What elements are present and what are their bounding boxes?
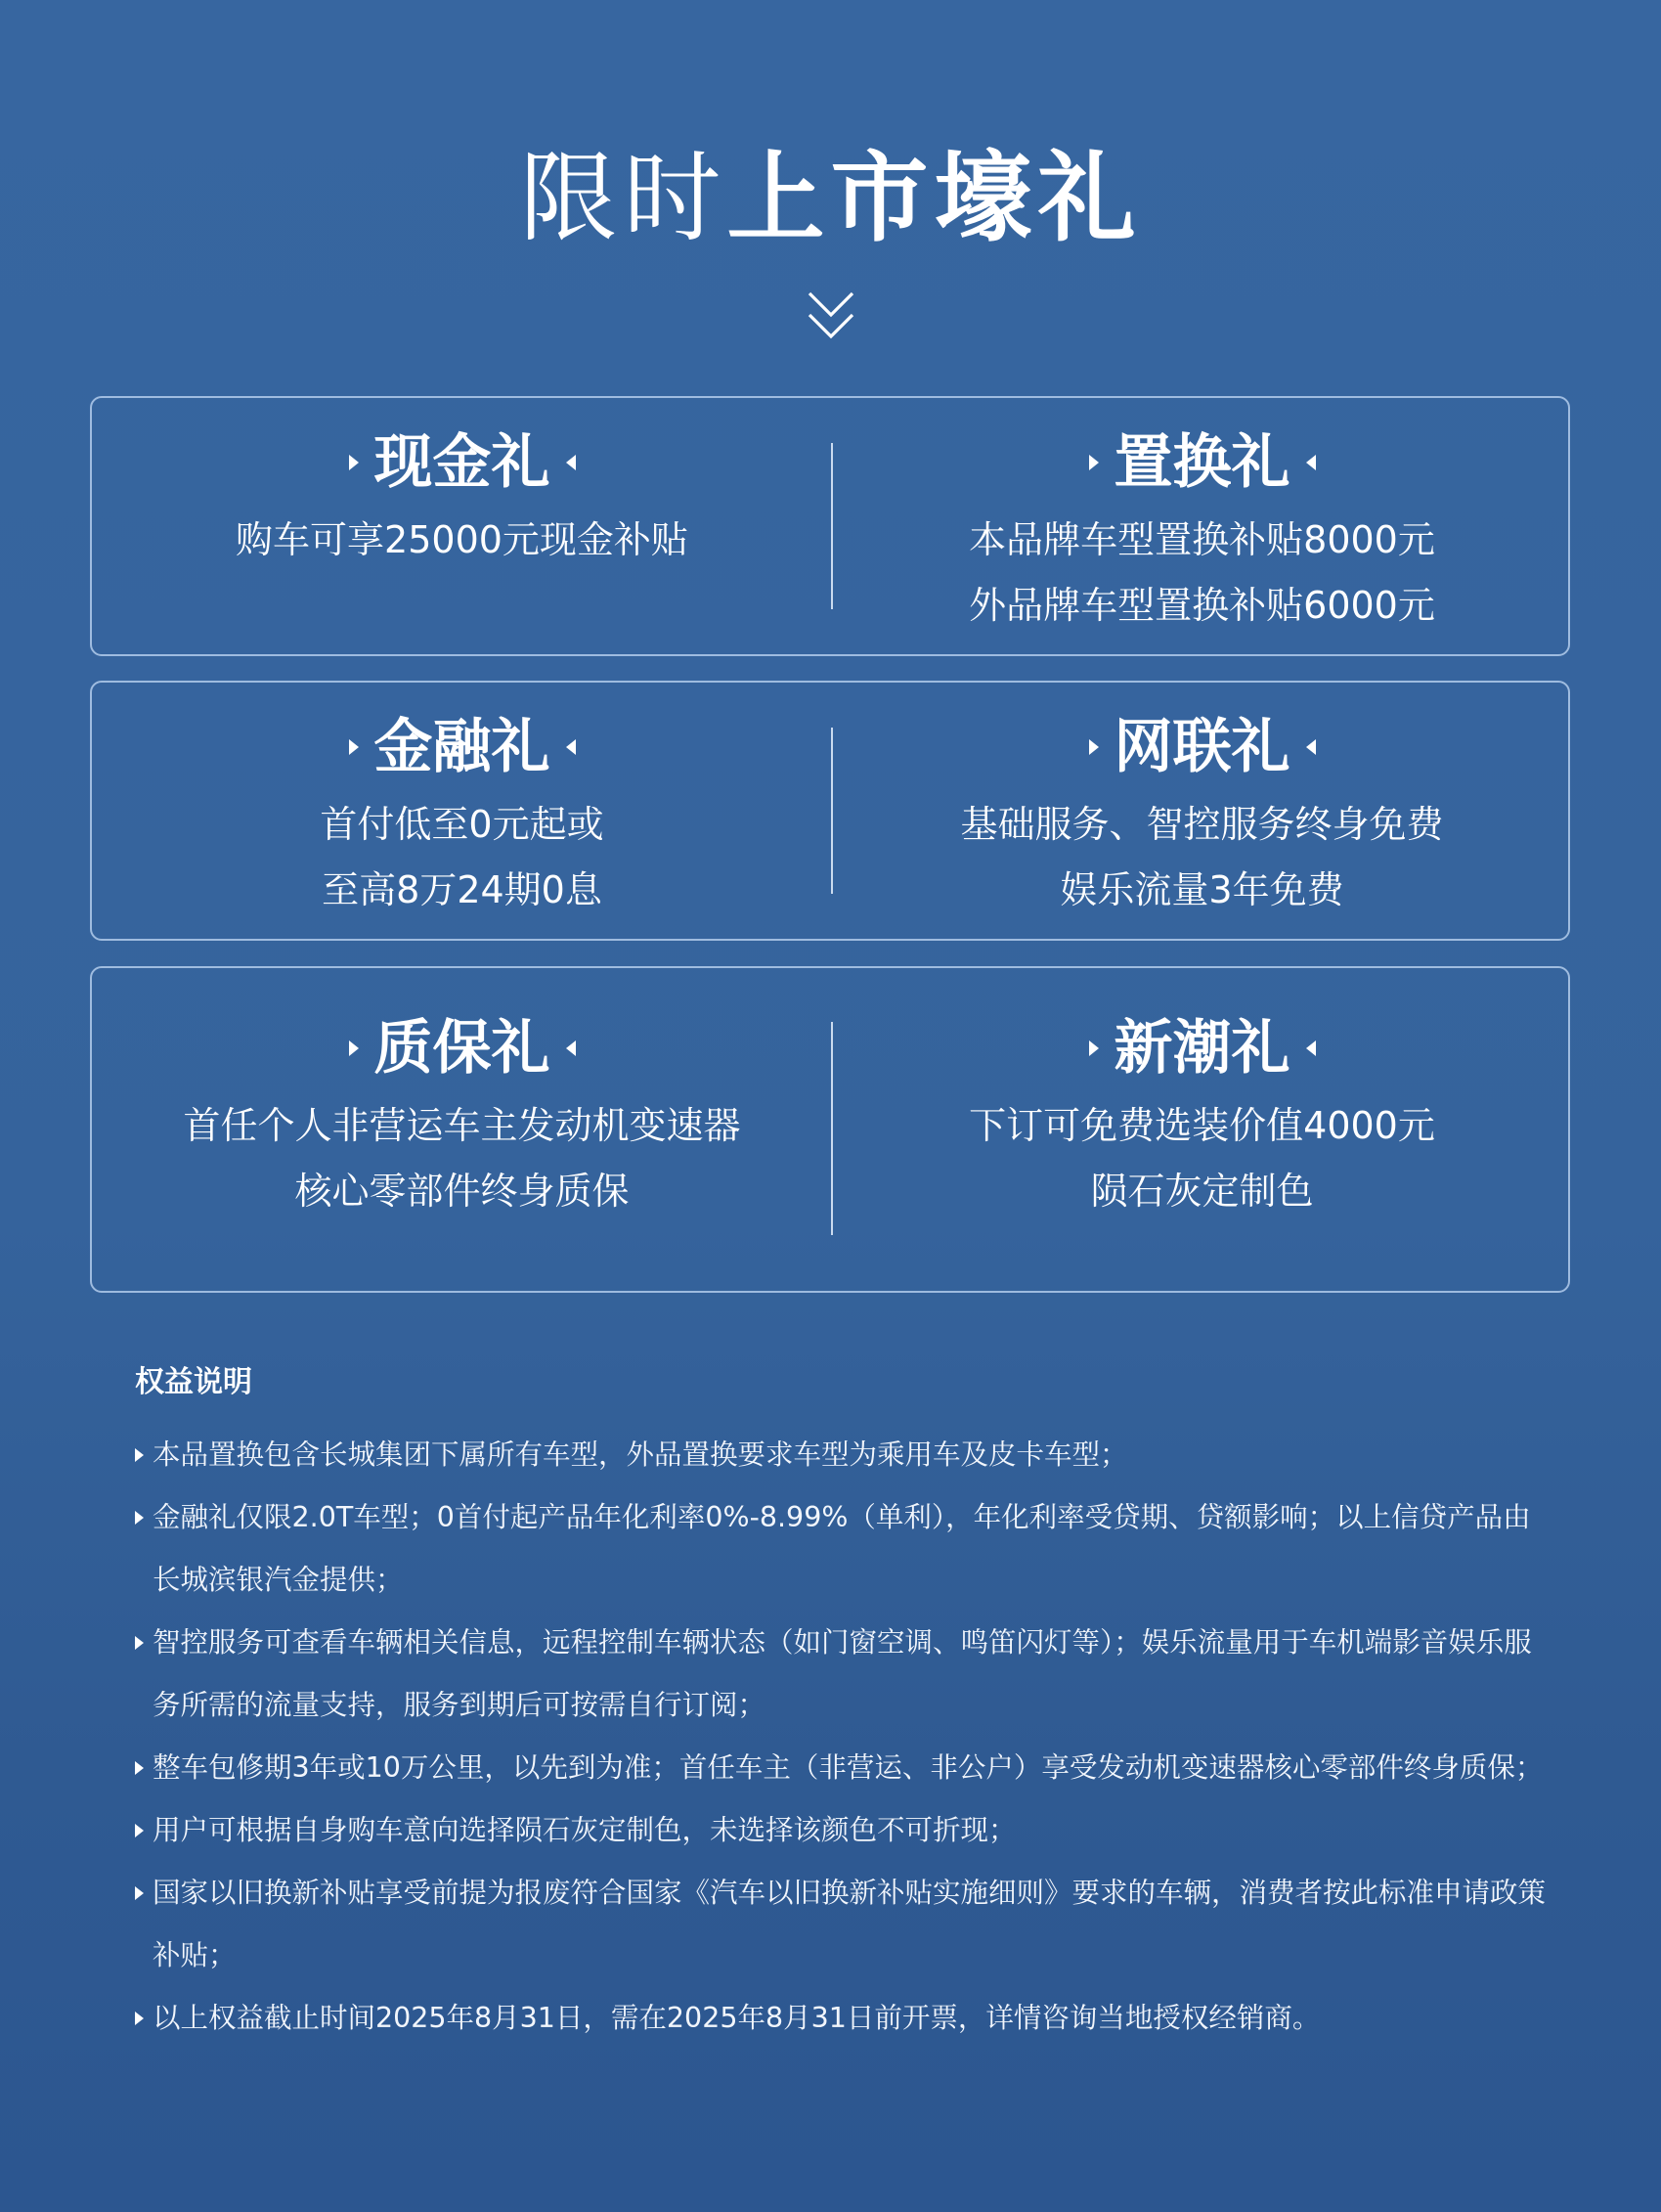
gift-line: 下订可免费选装价值4000元 bbox=[969, 1104, 1435, 1147]
gift-panel-2 bbox=[90, 681, 1570, 941]
gift-finance bbox=[92, 683, 832, 923]
gift-connectivity bbox=[832, 683, 1572, 923]
triangle-right-icon bbox=[1089, 1040, 1099, 1056]
triangle-left-icon bbox=[566, 1040, 576, 1056]
gift-line: 至高8万24期0息 bbox=[322, 868, 602, 911]
gift-panel-3 bbox=[90, 966, 1570, 1293]
gift-description bbox=[832, 508, 1572, 639]
gift-title: 金融礼 bbox=[373, 713, 550, 781]
gift-line: 娱乐流量3年免费 bbox=[1060, 868, 1344, 911]
triangle-left-icon bbox=[566, 455, 576, 470]
gift-description bbox=[92, 508, 832, 573]
gift-title: 新潮礼 bbox=[1114, 1014, 1290, 1083]
gift-line: 核心零部件终身质保 bbox=[294, 1170, 630, 1213]
double-chevron-down-icon bbox=[807, 289, 855, 344]
triangle-left-icon bbox=[1306, 739, 1316, 755]
gift-panel-1 bbox=[90, 396, 1570, 656]
rules-title: 权益说明 bbox=[135, 1365, 252, 1399]
gift-line: 本品牌车型置换补贴8000元 bbox=[969, 518, 1435, 561]
rule-item: 本品置换包含长城集团下属所有车型，外品置换要求车型为乘用车及皮卡车型； bbox=[135, 1424, 1552, 1486]
title-light: 限时 bbox=[519, 141, 727, 255]
triangle-right-icon bbox=[1089, 455, 1099, 470]
gift-line: 首付低至0元起或 bbox=[320, 803, 604, 846]
rule-item: 国家以旧换新补贴享受前提为报废符合国家《汽车以旧换新补贴实施细则》要求的车辆，消费者按此标准申请政策补贴； bbox=[135, 1862, 1552, 1987]
page-title bbox=[0, 135, 1661, 262]
gift-line: 陨石灰定制色 bbox=[1090, 1170, 1314, 1213]
rule-item: 智控服务可查看车辆相关信息，远程控制车辆状态（如门窗空调、鸣笛闪灯等）；娱乐流量用于车机端影音娱乐服务所需的流量支持，服务到期后可按需自行订阅； bbox=[135, 1612, 1552, 1737]
triangle-left-icon bbox=[566, 739, 576, 755]
gift-description bbox=[92, 792, 832, 923]
rule-item: 金融礼仅限2.0T车型；0首付起产品年化利率0%-8.99%（单利），年化利率受贷期、贷额影响；以上信贷产品由长城滨银汽金提供； bbox=[135, 1486, 1552, 1612]
gift-description bbox=[832, 1093, 1572, 1224]
gift-description bbox=[832, 792, 1572, 923]
gift-line: 购车可享25000元现金补贴 bbox=[236, 518, 688, 561]
gift-warranty bbox=[92, 968, 832, 1224]
rule-item: 用户可根据自身购车意向选择陨石灰定制色，未选择该颜色不可折现； bbox=[135, 1799, 1552, 1862]
gift-title: 网联礼 bbox=[1114, 713, 1290, 781]
triangle-left-icon bbox=[1306, 1040, 1316, 1056]
gift-description bbox=[92, 1093, 832, 1224]
triangle-left-icon bbox=[1306, 455, 1316, 470]
gift-line: 外品牌车型置换补贴6000元 bbox=[969, 584, 1435, 627]
triangle-right-icon bbox=[349, 1040, 359, 1056]
title-bold: 上市壕礼 bbox=[726, 141, 1142, 255]
triangle-right-icon bbox=[349, 739, 359, 755]
gift-title: 置换礼 bbox=[1114, 428, 1290, 497]
gift-title: 质保礼 bbox=[373, 1014, 550, 1083]
rules-list bbox=[135, 1424, 1552, 2050]
gift-line: 首任个人非营运车主发动机变速器 bbox=[183, 1104, 741, 1147]
gift-line: 基础服务、智控服务终身免费 bbox=[960, 803, 1444, 846]
gift-title: 现金礼 bbox=[373, 428, 550, 497]
triangle-right-icon bbox=[1089, 739, 1099, 755]
gift-trend bbox=[832, 968, 1572, 1224]
rule-item: 整车包修期3年或10万公里，以先到为准；首任车主（非营运、非公户）享受发动机变速器核心零部件终身质保； bbox=[135, 1737, 1552, 1799]
rule-item: 以上权益截止时间2025年8月31日，需在2025年8月31日前开票，详情咨询当地授权经销商。 bbox=[135, 1987, 1552, 2050]
triangle-right-icon bbox=[349, 455, 359, 470]
gift-cash bbox=[92, 398, 832, 573]
gift-trade-in bbox=[832, 398, 1572, 639]
